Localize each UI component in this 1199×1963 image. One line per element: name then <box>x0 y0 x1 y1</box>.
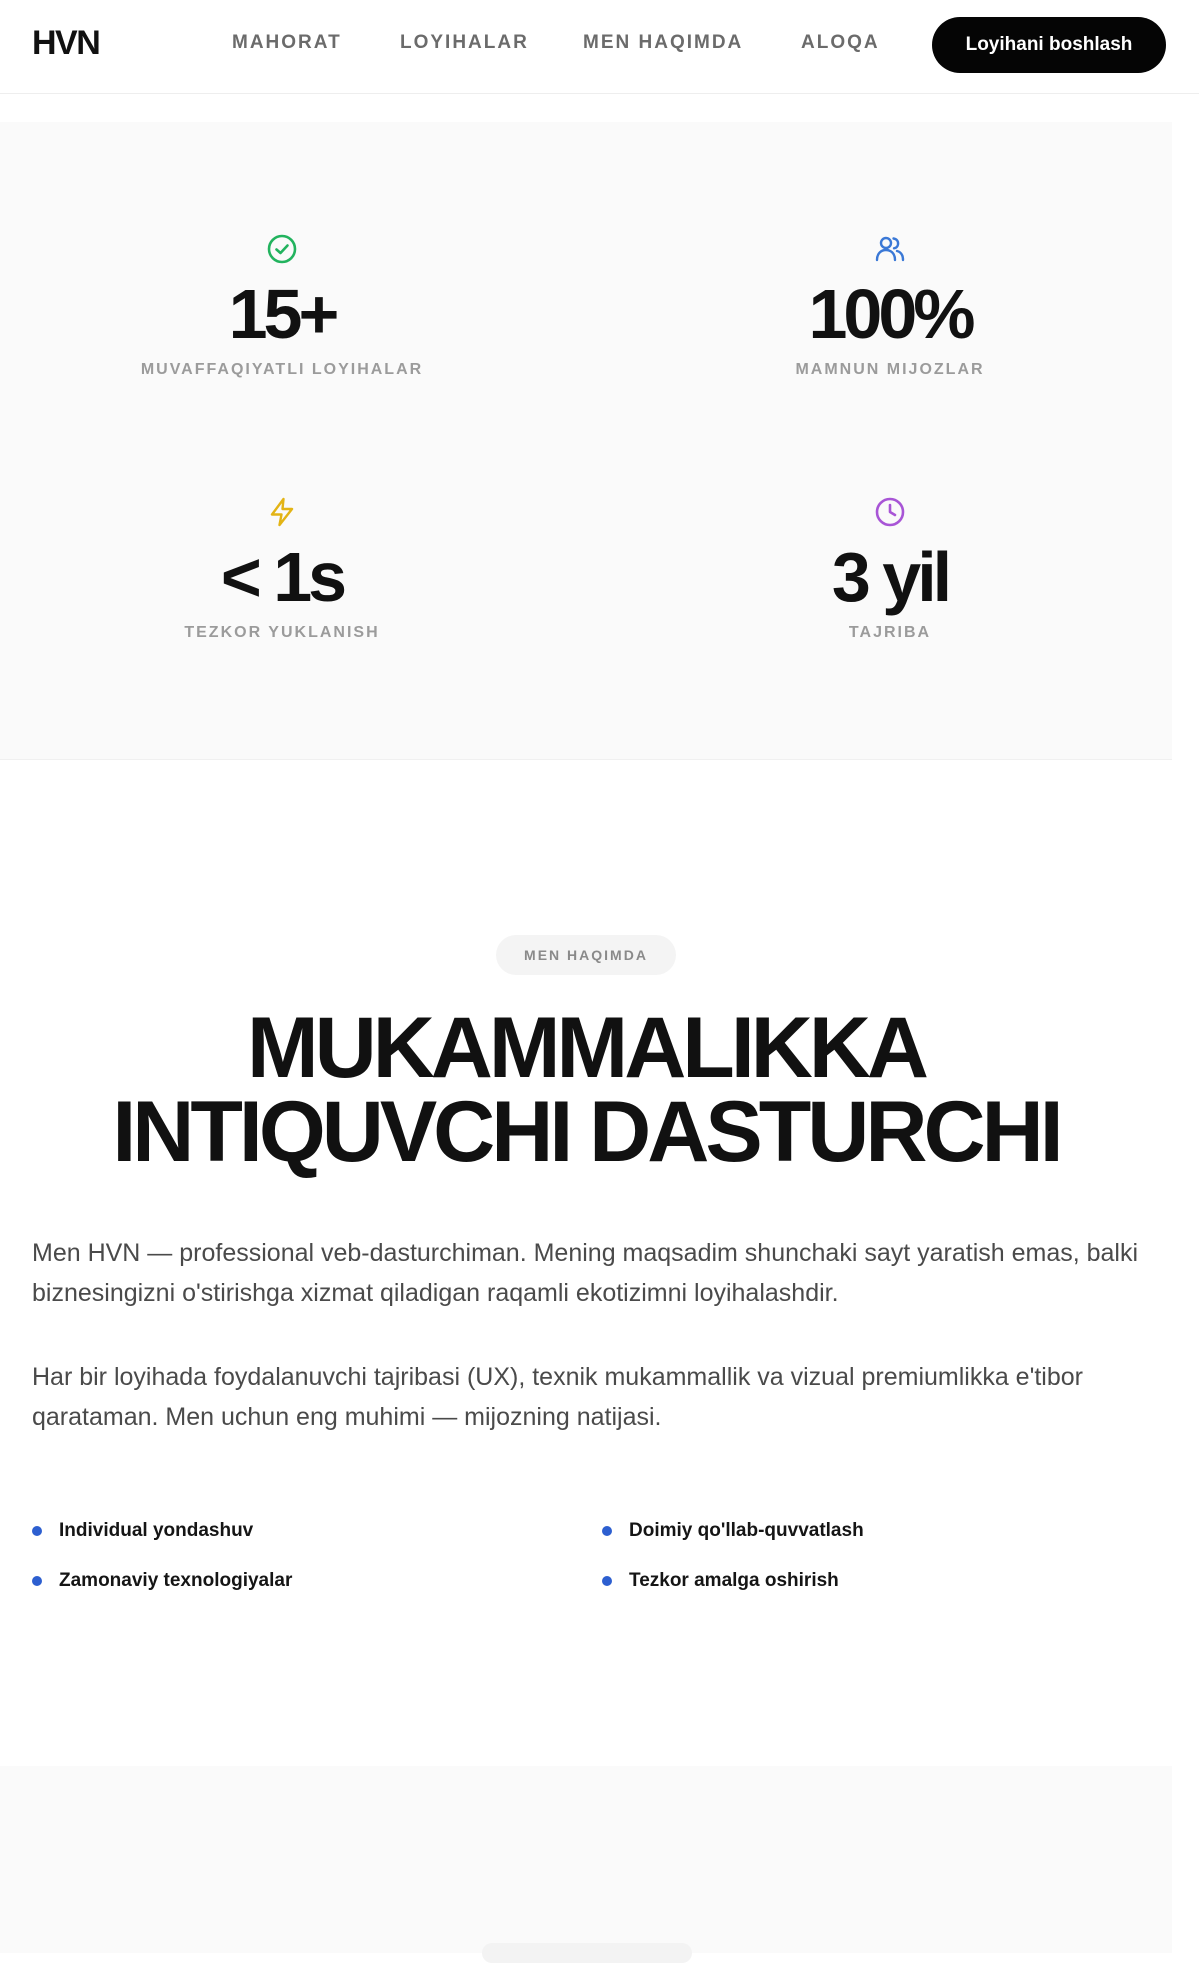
page-title <box>0 1000 1172 1180</box>
stat-clients <box>650 233 1130 379</box>
feature-item <box>602 1520 864 1542</box>
nav-item-mahorat[interactable]: MAHORAT <box>232 32 342 53</box>
nav-item-aloqa[interactable]: ALOQA <box>801 32 880 53</box>
feature-label: Individual yondashuv <box>59 1520 254 1541</box>
stat-label: MAMNUN MIJOZLAR <box>795 361 985 378</box>
feature-label: Tezkor amalga oshirish <box>629 1570 839 1591</box>
site-header <box>0 0 1199 94</box>
stat-value: 3 yil <box>831 538 949 616</box>
about-paragraph: Har bir loyihada foydalanuvchi tajribasi (UX), texnik mukammallik va vizual premiumlikka e'tibor qarataman. Men uchun eng muhimi — mijozning natijasi. <box>32 1363 1083 1431</box>
feature-label: Zamonaviy texnologiyalar <box>59 1570 293 1591</box>
clock-icon <box>874 496 906 528</box>
logo[interactable]: HVN <box>32 24 100 62</box>
title-line: MUKAMMALIKKA <box>246 1000 926 1096</box>
bullet-dot-icon <box>602 1576 612 1586</box>
stat-experience <box>650 496 1130 642</box>
bullet-dot-icon <box>32 1526 42 1536</box>
title-line: INTIQUVCHI DASTURCHI <box>112 1084 1060 1180</box>
section-badge: MEN HAQIMDA <box>496 935 676 975</box>
feature-item <box>32 1520 253 1542</box>
feature-label: Doimiy qo'llab-quvvatlash <box>629 1520 864 1541</box>
check-circle-icon <box>266 233 298 265</box>
bullet-dot-icon <box>602 1526 612 1536</box>
stat-value: < 1s <box>220 538 344 616</box>
start-project-button[interactable]: Loyihani boshlash <box>932 17 1166 73</box>
users-icon <box>874 233 906 265</box>
about-paragraph: Men HVN — professional veb-dasturchiman. Mening maqsadim shunchaki sayt yaratish emas, balki biznesingizni o'stirishga xizmat qiladigan raqamli ekotizimni loyihalashdir. <box>32 1239 1139 1307</box>
feature-item <box>602 1570 839 1592</box>
stat-label: TAJRIBA <box>848 624 932 641</box>
lightning-icon <box>266 496 298 528</box>
stats-section <box>0 122 1172 760</box>
bullet-dot-icon <box>32 1576 42 1586</box>
stat-value: 100% <box>808 275 972 353</box>
stat-value: 15+ <box>228 275 336 353</box>
stat-projects <box>42 233 522 379</box>
stat-label: MUVAFFAQIYATLI LOYIHALAR <box>140 361 424 378</box>
next-section-badge <box>482 1943 692 1963</box>
nav-item-loyihalar[interactable]: LOYIHALAR <box>400 32 529 53</box>
next-section <box>0 1766 1172 1953</box>
feature-item <box>32 1570 292 1592</box>
nav-item-men-haqimda[interactable]: MEN HAQIMDA <box>583 32 744 53</box>
stat-speed <box>42 496 522 642</box>
stat-label: TEZKOR YUKLANISH <box>184 624 380 641</box>
